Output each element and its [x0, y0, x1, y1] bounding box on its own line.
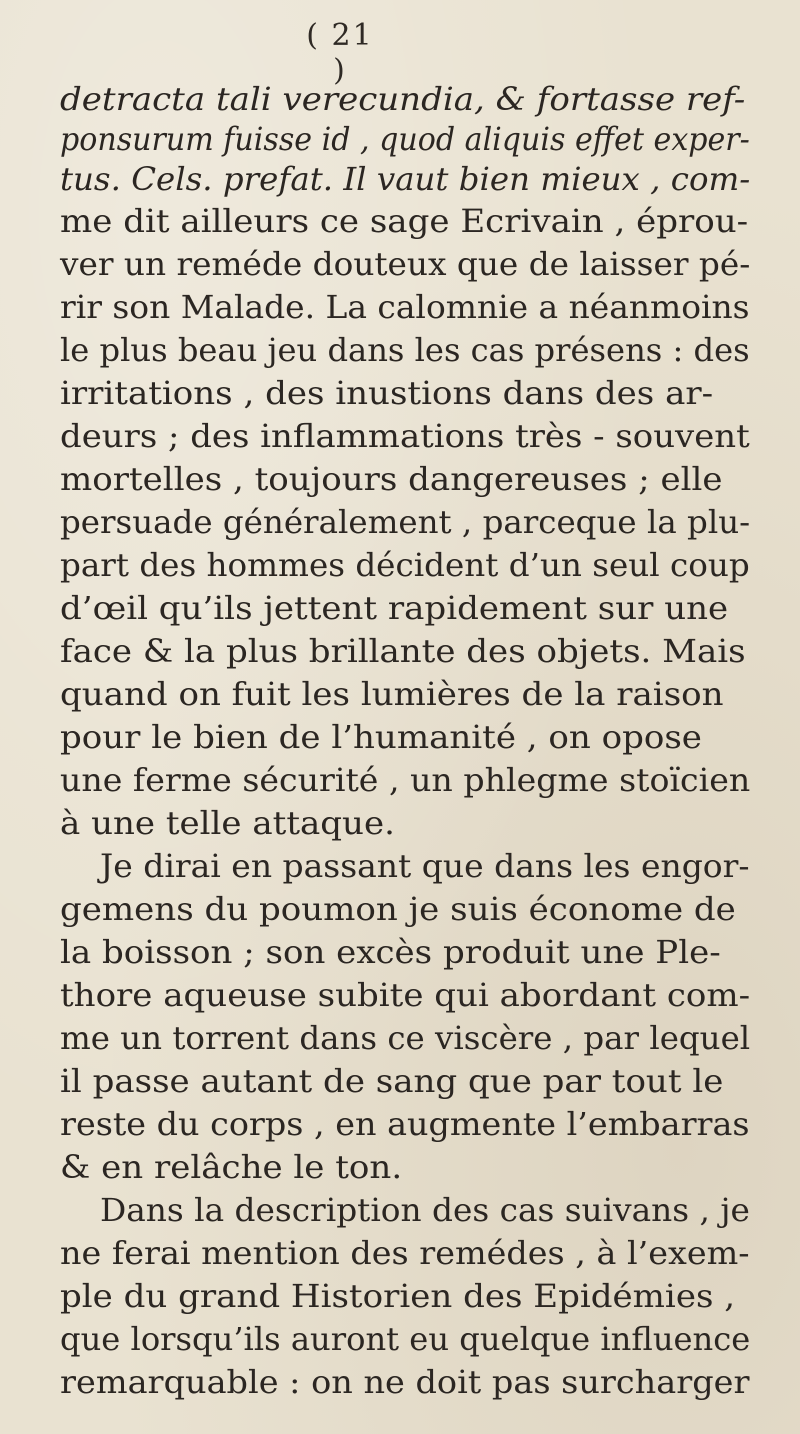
- text-line: il passe autant de sang que par tout le: [60, 1064, 724, 1100]
- text-line: reste du corps , en augmente l’embarras: [60, 1107, 750, 1143]
- text-line: tus. Cels. prefat. Il vaut bien mieux , com-: [60, 162, 751, 198]
- text-line: la boisson ; son excès produit une Ple-: [60, 935, 721, 971]
- text-line: ponsurum fuisse id , quod aliquis effet exper-: [60, 122, 750, 158]
- text-line: ver un reméde douteux que de laisser pé-: [60, 247, 751, 283]
- text-line: que lorsqu’ils auront eu quelque influence: [60, 1322, 751, 1358]
- text-line: rir son Malade. La calomnie a néanmoins: [60, 290, 750, 326]
- text-line: me dit ailleurs ce sage Ecrivain , éprou-: [60, 204, 749, 240]
- text-line: gemens du poumon je suis économe de: [60, 892, 736, 928]
- text-line: d’œil qu’ils jettent rapidement sur une: [60, 591, 729, 627]
- text-line: persuade généralement , parceque la plu-: [60, 505, 751, 541]
- text-line: detracta tali verecundia, & fortasse ref-: [60, 82, 746, 118]
- text-line: pour le bien de l’humanité , on opose: [60, 720, 702, 756]
- text-line: & en relâche le ton.: [60, 1150, 403, 1186]
- text-line: ne ferai mention des remédes , à l’exem-: [60, 1236, 750, 1272]
- text-line: remarquable : on ne doit pas surcharger: [60, 1365, 750, 1401]
- text-line: mortelles , toujours dangereuses ; elle: [60, 462, 723, 498]
- text-line: à une telle attaque.: [60, 806, 395, 842]
- text-line: ple du grand Historien des Epidémies ,: [60, 1279, 736, 1315]
- text-line: quand on fuit les lumières de la raison: [60, 677, 724, 713]
- text-line: le plus beau jeu dans les cas présens : des: [60, 333, 750, 369]
- text-line: irritations , des inustions dans des ar-: [60, 376, 714, 412]
- text-line: deurs ; des inflammations très - souvent: [60, 419, 750, 455]
- text-line: face & la plus brillante des objets. Mais: [60, 634, 746, 670]
- text-line: part des hommes décident d’un seul coup: [60, 548, 750, 584]
- text-line: Dans la description des cas suivans , je: [100, 1193, 750, 1229]
- text-line: une ferme sécurité , un phlegme stoïcien: [60, 763, 751, 799]
- text-line: me un torrent dans ce viscère , par lequel: [60, 1021, 751, 1057]
- text-line: Je dirai en passant que dans les engor-: [100, 849, 750, 885]
- text-line: thore aqueuse subite qui abordant com-: [60, 978, 751, 1014]
- page-number: ( 21 ): [306, 18, 374, 88]
